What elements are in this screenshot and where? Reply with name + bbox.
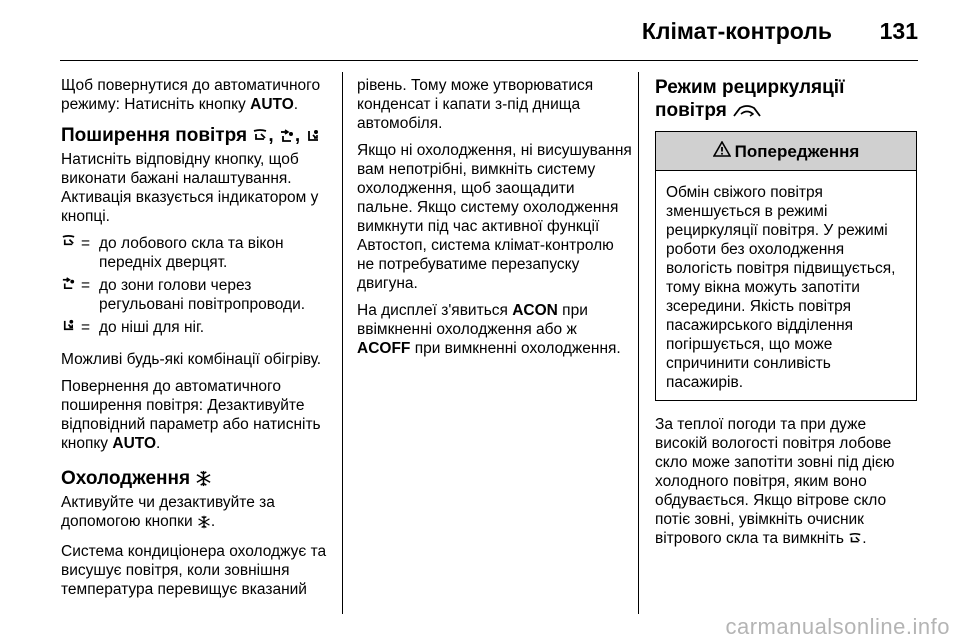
col3-p1-text: За теплої погоди та при дуже високій вологості повітря лобове скло може запотіти зовні під дією холодного повітря, яким воно обдувається. Якщо вітрове скло потіє зовні, увімкніть очисник вітрового скла та вимкніть bbox=[655, 416, 895, 547]
col2-p3-text-c: при вимкненні охолодження. bbox=[410, 340, 621, 357]
dist-p3-text: Повернення до автоматичного поширення повітря: Дезактивуйте відповідний параметр або натисніть кнопку bbox=[61, 378, 321, 452]
col3-paragraph-1 bbox=[655, 415, 917, 551]
recirculation-heading bbox=[655, 76, 917, 125]
acon-label: ACON bbox=[512, 302, 558, 319]
cool-p1-end: . bbox=[210, 513, 216, 530]
snowflake-icon bbox=[195, 470, 212, 493]
cooling-paragraph-2: Система кондиціонера охолоджує та висушує повітря, коли зовнішня температура перевищує вказаний bbox=[61, 543, 327, 598]
header-title: Клімат-контроль bbox=[641, 18, 832, 44]
recirculation-icon bbox=[732, 102, 762, 125]
acoff-label: ACOFF bbox=[357, 340, 411, 357]
cooling-title: Охолодження bbox=[61, 468, 191, 489]
column-2 bbox=[357, 76, 633, 366]
snowflake-icon bbox=[197, 515, 211, 534]
column-1 bbox=[61, 76, 338, 607]
cooling-heading bbox=[61, 467, 338, 493]
header-rule bbox=[60, 60, 918, 61]
head-vent-icon bbox=[61, 276, 81, 314]
definition-head bbox=[61, 276, 338, 314]
warning-box bbox=[655, 131, 917, 401]
heading-separator-2: , bbox=[294, 125, 306, 146]
intro-end: . bbox=[293, 96, 299, 113]
air-distribution-paragraph-3 bbox=[61, 377, 338, 453]
col2-p3-text-b: при ввімкненні охолодження або ж bbox=[357, 302, 588, 338]
footwell-vent-icon bbox=[61, 318, 81, 338]
page-number: 131 bbox=[879, 18, 918, 44]
head-vent-icon bbox=[279, 127, 295, 150]
definition-equals: = bbox=[81, 277, 91, 294]
watermark: carmanualsonline.info bbox=[725, 614, 950, 639]
definition-windscreen bbox=[61, 234, 338, 272]
warning-text: Обмін свіжого повітря зменшується в режимі рециркуляції повітря. У режимі роботи без охолодження вологість повітря підвищується, тому вікна можуть запотіти зсередини. Якість повітря пасажирського відділення погіршується, що може спричинити сонливість пасажирів. bbox=[666, 184, 896, 391]
cooling-paragraph-1 bbox=[61, 493, 338, 534]
column-divider-1 bbox=[342, 72, 343, 614]
warning-header bbox=[656, 132, 916, 171]
col2-paragraph-1: рівень. Тому може утворюватися конденсат і капати з-під днища автомобіля. bbox=[357, 77, 594, 132]
windscreen-vent-icon bbox=[252, 127, 268, 150]
definition-equals: = bbox=[81, 235, 91, 252]
windscreen-vent-icon bbox=[61, 234, 81, 272]
intro-paragraph bbox=[61, 76, 338, 114]
heading-separator-1: , bbox=[268, 125, 279, 146]
col2-paragraph-2: Якщо ні охолодження, ні висушування вам непотрібні, вимкніть систему охолодження, щоб заощадити пальне. Якщо систему охолодження вимкнути під час активної функції Автостоп, система клімат-контролю не потребуватиме перезапуску двигуна. bbox=[357, 142, 632, 292]
column-3 bbox=[655, 76, 917, 559]
col2-paragraph-3 bbox=[357, 301, 633, 358]
column-divider-2 bbox=[638, 72, 639, 614]
air-distribution-paragraph-2: Можливі будь-які комбінації обігріву. bbox=[61, 351, 322, 368]
col2-p3-text-a: На дисплеї з'явиться bbox=[357, 302, 513, 319]
auto-key-label: AUTO bbox=[250, 96, 294, 113]
recirculation-title: Режим рециркуляції повітря bbox=[655, 77, 845, 121]
definition-equals: = bbox=[81, 319, 91, 336]
footwell-vent-icon bbox=[305, 127, 321, 150]
air-distribution-heading bbox=[61, 124, 338, 150]
cool-p1-text: Активуйте чи дезактивуйте за допомогою кнопки bbox=[61, 494, 275, 530]
definition-text: до зони голови через регульовані повітропроводи. bbox=[99, 277, 306, 313]
auto-key-label: AUTO bbox=[112, 435, 157, 452]
dist-p3-end: . bbox=[156, 435, 161, 452]
definition-footwell bbox=[61, 318, 338, 338]
col3-p1-end: . bbox=[862, 530, 867, 547]
air-distribution-title: Поширення повітря bbox=[61, 125, 248, 146]
intro-text: Щоб повернутися до автоматичного режиму: Натисніть кнопку bbox=[61, 77, 321, 113]
definition-text: до лобового скла та вікон передніх дверцят. bbox=[99, 235, 284, 271]
definition-text: до ніші для ніг. bbox=[99, 319, 205, 336]
warning-triangle-icon bbox=[713, 141, 731, 161]
air-distribution-paragraph-1: Натисніть відповідну кнопку, щоб виконати бажані налаштування. Активація вказується індикатором у кнопці. bbox=[61, 151, 319, 225]
page-header bbox=[0, 0, 960, 62]
warning-title: Попередження bbox=[734, 141, 860, 161]
windscreen-vent-icon bbox=[848, 532, 862, 551]
